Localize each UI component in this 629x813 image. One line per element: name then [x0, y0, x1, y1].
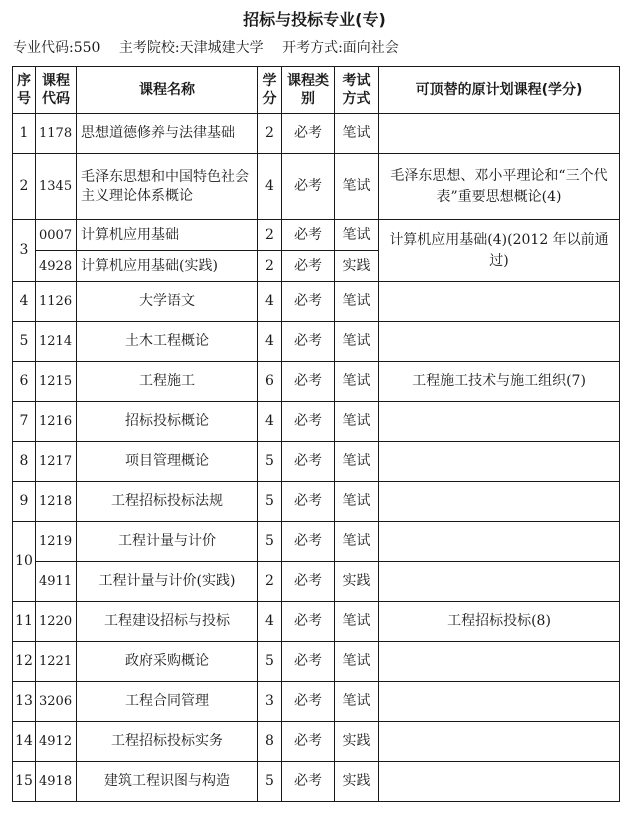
row-name: 思想道德修养与法律基础	[77, 114, 258, 154]
row-name: 毛泽东思想和中国特色社会主义理论体系概论	[77, 154, 258, 220]
row-seq: 12	[13, 642, 36, 682]
row-replace	[379, 402, 620, 442]
row-replace: 毛泽东思想、邓小平理论和“三个代表”重要思想概论(4)	[379, 154, 620, 220]
table-row	[13, 522, 620, 562]
header-exam: 考试方式	[335, 67, 379, 114]
course-table	[12, 66, 620, 802]
row-seq: 7	[13, 402, 36, 442]
table-row	[13, 642, 620, 682]
row-category: 必考	[282, 722, 335, 762]
row-exam: 实践	[335, 722, 379, 762]
row-replace	[379, 322, 620, 362]
header-credit: 学分	[258, 67, 282, 114]
row-name: 大学语文	[77, 282, 258, 322]
table-row	[13, 220, 620, 251]
row-replace	[379, 442, 620, 482]
row-replace	[379, 642, 620, 682]
row-exam: 笔试	[335, 682, 379, 722]
table-header	[13, 67, 620, 114]
row-category: 必考	[282, 362, 335, 402]
table-row	[13, 402, 620, 442]
row-seq: 6	[13, 362, 36, 402]
page-title: 招标与投标专业(专)	[243, 10, 386, 29]
header-seq: 序号	[13, 67, 36, 114]
row-exam: 笔试	[335, 220, 379, 251]
row-replace	[379, 282, 620, 322]
row-code: 0007	[36, 220, 77, 251]
row-category: 必考	[282, 322, 335, 362]
row-credit: 4	[258, 402, 282, 442]
row-seq: 5	[13, 322, 36, 362]
row-category: 必考	[282, 154, 335, 220]
row-exam: 笔试	[335, 402, 379, 442]
row-code: 4918	[36, 762, 77, 802]
row-seq: 15	[13, 762, 36, 802]
table-row	[13, 282, 620, 322]
row-seq: 10	[13, 522, 36, 602]
row-name: 工程招标投标法规	[77, 482, 258, 522]
row-category: 必考	[282, 562, 335, 602]
row-credit: 2	[258, 251, 282, 282]
row-seq: 11	[13, 602, 36, 642]
row-code: 1178	[36, 114, 77, 154]
row-name: 土木工程概论	[77, 322, 258, 362]
header-code: 课程代码	[36, 67, 77, 114]
row-name: 工程建设招标与投标	[77, 602, 258, 642]
row-code: 1345	[36, 154, 77, 220]
program-code: 专业代码:550	[13, 40, 101, 56]
row-seq: 3	[13, 220, 36, 282]
row-credit: 5	[258, 442, 282, 482]
table-row	[13, 682, 620, 722]
row-code: 4911	[36, 562, 77, 602]
row-credit: 4	[258, 282, 282, 322]
table-row	[13, 362, 620, 402]
row-credit: 2	[258, 114, 282, 154]
row-category: 必考	[282, 442, 335, 482]
row-name: 计算机应用基础	[77, 220, 258, 251]
row-name: 工程计量与计价	[77, 522, 258, 562]
row-name: 招标投标概论	[77, 402, 258, 442]
row-exam: 实践	[335, 251, 379, 282]
table-row	[13, 482, 620, 522]
row-replace	[379, 114, 620, 154]
row-credit: 5	[258, 642, 282, 682]
row-category: 必考	[282, 762, 335, 802]
table-row	[13, 762, 620, 802]
row-seq: 14	[13, 722, 36, 762]
row-replace: 工程施工技术与施工组织(7)	[379, 362, 620, 402]
row-exam: 笔试	[335, 114, 379, 154]
row-credit: 6	[258, 362, 282, 402]
header-replace: 可顶替的原计划课程(学分)	[379, 67, 620, 114]
row-code: 3206	[36, 682, 77, 722]
row-category: 必考	[282, 220, 335, 251]
row-name: 工程合同管理	[77, 682, 258, 722]
row-seq: 4	[13, 282, 36, 322]
row-name: 工程施工	[77, 362, 258, 402]
row-exam: 笔试	[335, 362, 379, 402]
row-exam: 实践	[335, 762, 379, 802]
row-replace: 工程招标投标(8)	[379, 602, 620, 642]
row-credit: 2	[258, 562, 282, 602]
row-replace: 计算机应用基础(4)(2012 年以前通过)	[379, 220, 620, 282]
row-credit: 2	[258, 220, 282, 251]
row-seq: 13	[13, 682, 36, 722]
row-exam: 笔试	[335, 282, 379, 322]
row-seq: 8	[13, 442, 36, 482]
row-exam: 笔试	[335, 482, 379, 522]
table-row	[13, 602, 620, 642]
table-row	[13, 722, 620, 762]
row-code: 1218	[36, 482, 77, 522]
exam-mode: 开考方式:面向社会	[282, 40, 399, 56]
row-code: 1126	[36, 282, 77, 322]
row-replace	[379, 482, 620, 522]
row-category: 必考	[282, 282, 335, 322]
table-row	[13, 114, 620, 154]
row-category: 必考	[282, 682, 335, 722]
row-exam: 笔试	[335, 522, 379, 562]
row-category: 必考	[282, 402, 335, 442]
row-credit: 5	[258, 522, 282, 562]
row-code: 1214	[36, 322, 77, 362]
row-exam: 笔试	[335, 602, 379, 642]
row-seq: 9	[13, 482, 36, 522]
row-code: 1220	[36, 602, 77, 642]
row-code: 4912	[36, 722, 77, 762]
row-exam: 笔试	[335, 642, 379, 682]
row-name: 工程计量与计价(实践)	[77, 562, 258, 602]
row-exam: 笔试	[335, 322, 379, 362]
row-exam: 实践	[335, 562, 379, 602]
row-name: 计算机应用基础(实践)	[77, 251, 258, 282]
row-replace	[379, 762, 620, 802]
row-credit: 3	[258, 682, 282, 722]
row-code: 1221	[36, 642, 77, 682]
row-name: 建筑工程识图与构造	[77, 762, 258, 802]
header-category: 课程类别	[282, 67, 335, 114]
row-category: 必考	[282, 251, 335, 282]
table-row	[13, 562, 620, 602]
program-info	[13, 38, 413, 58]
row-category: 必考	[282, 602, 335, 642]
row-replace	[379, 722, 620, 762]
row-code: 4928	[36, 251, 77, 282]
row-category: 必考	[282, 482, 335, 522]
row-exam: 笔试	[335, 154, 379, 220]
row-code: 1217	[36, 442, 77, 482]
header-name: 课程名称	[77, 67, 258, 114]
table-row	[13, 154, 620, 220]
row-replace	[379, 522, 620, 562]
row-name: 项目管理概论	[77, 442, 258, 482]
row-code: 1219	[36, 522, 77, 562]
table-row	[13, 322, 620, 362]
row-credit: 5	[258, 762, 282, 802]
row-credit: 4	[258, 154, 282, 220]
row-replace	[379, 682, 620, 722]
row-category: 必考	[282, 642, 335, 682]
table-row	[13, 442, 620, 482]
exam-school: 主考院校:天津城建大学	[118, 40, 264, 56]
row-replace	[379, 562, 620, 602]
row-category: 必考	[282, 114, 335, 154]
row-name: 工程招标投标实务	[77, 722, 258, 762]
row-credit: 8	[258, 722, 282, 762]
row-exam: 笔试	[335, 442, 379, 482]
row-code: 1216	[36, 402, 77, 442]
row-name: 政府采购概论	[77, 642, 258, 682]
row-seq: 2	[13, 154, 36, 220]
row-seq: 1	[13, 114, 36, 154]
row-credit: 5	[258, 482, 282, 522]
row-credit: 4	[258, 602, 282, 642]
row-code: 1215	[36, 362, 77, 402]
row-category: 必考	[282, 522, 335, 562]
row-credit: 4	[258, 322, 282, 362]
